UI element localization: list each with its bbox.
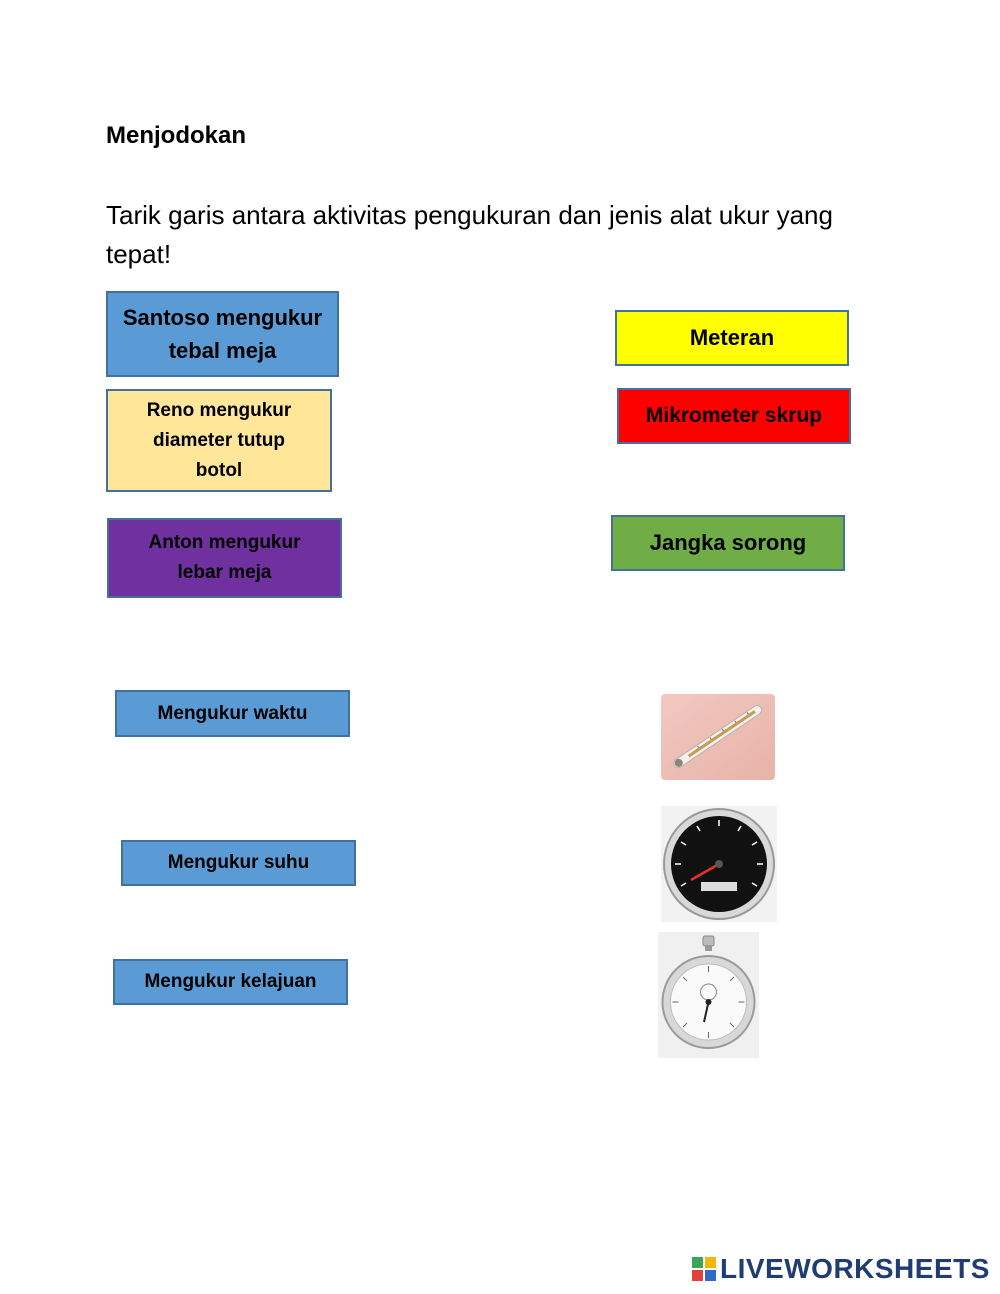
- tool-label: Jangka sorong: [649, 530, 807, 555]
- tool-card-meteran[interactable]: [615, 310, 849, 366]
- logo-text: LIVEWORKSHEETS: [720, 1253, 990, 1284]
- tool-card-mikrometer[interactable]: [617, 388, 851, 444]
- activity-card-santoso[interactable]: [106, 291, 339, 377]
- worksheet-title: Menjodokan: [106, 122, 247, 149]
- liveworksheets-emblem-icon: [692, 1257, 716, 1281]
- tool-label: Mikrometer skrup: [645, 404, 823, 427]
- instruction-text: Tarik garis antara aktivitas pengukuran dan jenis alat ukur yang tepat!: [106, 200, 833, 269]
- tool-label: Meteran: [689, 325, 775, 350]
- activity-card-reno[interactable]: [106, 389, 332, 492]
- measure-label: Mengukur kelajuan: [144, 971, 317, 992]
- measure-label: Mengukur suhu: [167, 852, 310, 873]
- activity-card-anton[interactable]: [107, 518, 342, 598]
- activity-label: Santoso mengukur tebal meja: [122, 305, 323, 363]
- measure-card-kelajuan[interactable]: [113, 959, 348, 1005]
- speedometer-icon[interactable]: [661, 806, 777, 922]
- measure-label: Mengukur waktu: [157, 702, 308, 724]
- measure-card-waktu[interactable]: [115, 690, 350, 737]
- liveworksheets-logo: [692, 1253, 990, 1285]
- tool-card-jangka-sorong[interactable]: [611, 515, 845, 571]
- measure-card-suhu[interactable]: [121, 840, 356, 886]
- activity-label: Anton mengukur lebar meja: [148, 532, 301, 583]
- thermometer-icon[interactable]: [661, 694, 775, 780]
- activity-label: Reno mengukur diameter tutup botol: [146, 399, 292, 481]
- stopwatch-icon[interactable]: [658, 932, 759, 1058]
